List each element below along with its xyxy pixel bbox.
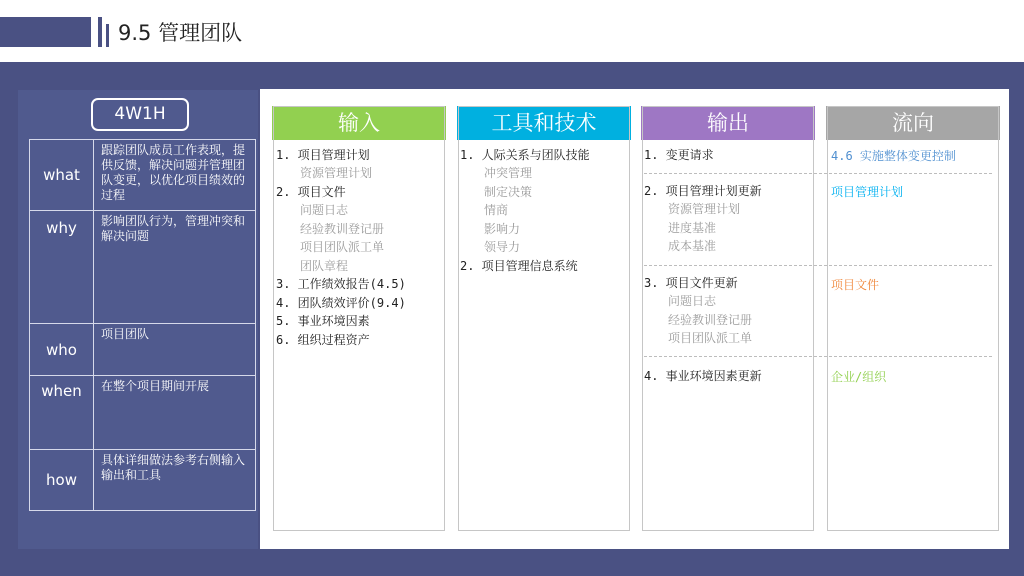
row-key-how: how <box>30 450 94 511</box>
table-row <box>30 324 256 376</box>
list-item: 2. 项目管理信息系统 <box>460 259 578 273</box>
page-title: 9.5 管理团队 <box>118 21 243 45</box>
list-item: 2. 项目管理计划更新 <box>644 184 762 198</box>
row-key-when: when <box>30 376 94 450</box>
list-item: 企业/组织 <box>831 370 887 384</box>
list-item: 问题日志 <box>300 203 349 217</box>
input-column-header: 输入 <box>272 106 446 140</box>
w4w1h-title: 4W1H <box>91 98 189 131</box>
row-value-when: 在整个项目期间开展 <box>94 376 256 450</box>
list-item: 项目团队派工单 <box>668 331 753 345</box>
header-accent-bar <box>0 17 91 47</box>
table-row <box>30 211 256 324</box>
list-item: 资源管理计划 <box>300 166 373 180</box>
list-item: 情商 <box>484 203 509 217</box>
list-item: 项目文件 <box>831 278 880 292</box>
output-column-header: 输出 <box>641 106 815 140</box>
table-row <box>30 140 256 211</box>
header-accent-line <box>98 17 102 47</box>
list-item: 6. 组织过程资产 <box>276 333 370 347</box>
row-value-who: 项目团队 <box>94 324 256 376</box>
row-value-what: 跟踪团队成员工作表现，提供反馈，解决问题并管理团队变更，以优化项目绩效的过程 <box>94 140 256 211</box>
list-item: 进度基准 <box>668 221 717 235</box>
header-accent-line-thin <box>106 24 109 47</box>
row-key-why: why <box>30 211 94 324</box>
list-item: 资源管理计划 <box>668 202 741 216</box>
list-item: 问题日志 <box>668 294 717 308</box>
list-item: 1. 人际关系与团队技能 <box>460 148 590 162</box>
row-value-how: 具体详细做法参考右侧输入输出和工具 <box>94 450 256 511</box>
list-item: 影响力 <box>484 222 521 236</box>
table-row <box>30 450 256 511</box>
row-key-what: what <box>30 140 94 211</box>
list-item: 经验教训登记册 <box>668 313 753 327</box>
list-item: 领导力 <box>484 240 521 254</box>
list-item: 2. 项目文件 <box>276 185 346 199</box>
row-value-why: 影响团队行为，管理冲突和解决问题 <box>94 211 256 324</box>
list-item: 3. 项目文件更新 <box>644 276 738 290</box>
list-item: 成本基准 <box>668 239 717 253</box>
list-item: 团队章程 <box>300 259 349 273</box>
flow-column-header: 流向 <box>826 106 1000 140</box>
list-item: 4. 事业环境因素更新 <box>644 369 762 383</box>
list-item: 1. 变更请求 <box>644 148 714 162</box>
tools-column-header: 工具和技术 <box>457 106 631 140</box>
list-item: 项目管理计划 <box>831 185 904 199</box>
list-item: 1. 项目管理计划 <box>276 148 370 162</box>
list-item: 4.6 实施整体变更控制 <box>831 149 956 163</box>
list-item: 项目团队派工单 <box>300 240 385 254</box>
list-item: 冲突管理 <box>484 166 533 180</box>
list-item: 4. 团队绩效评价(9.4) <box>276 296 406 310</box>
list-item: 制定决策 <box>484 185 533 199</box>
list-item: 3. 工作绩效报告(4.5) <box>276 277 406 291</box>
row-key-who: who <box>30 324 94 376</box>
table-row <box>30 376 256 450</box>
list-item: 5. 事业环境因素 <box>276 314 370 328</box>
flow-column <box>827 106 999 531</box>
w4w1h-table <box>29 139 256 511</box>
list-item: 经验教训登记册 <box>300 222 385 236</box>
